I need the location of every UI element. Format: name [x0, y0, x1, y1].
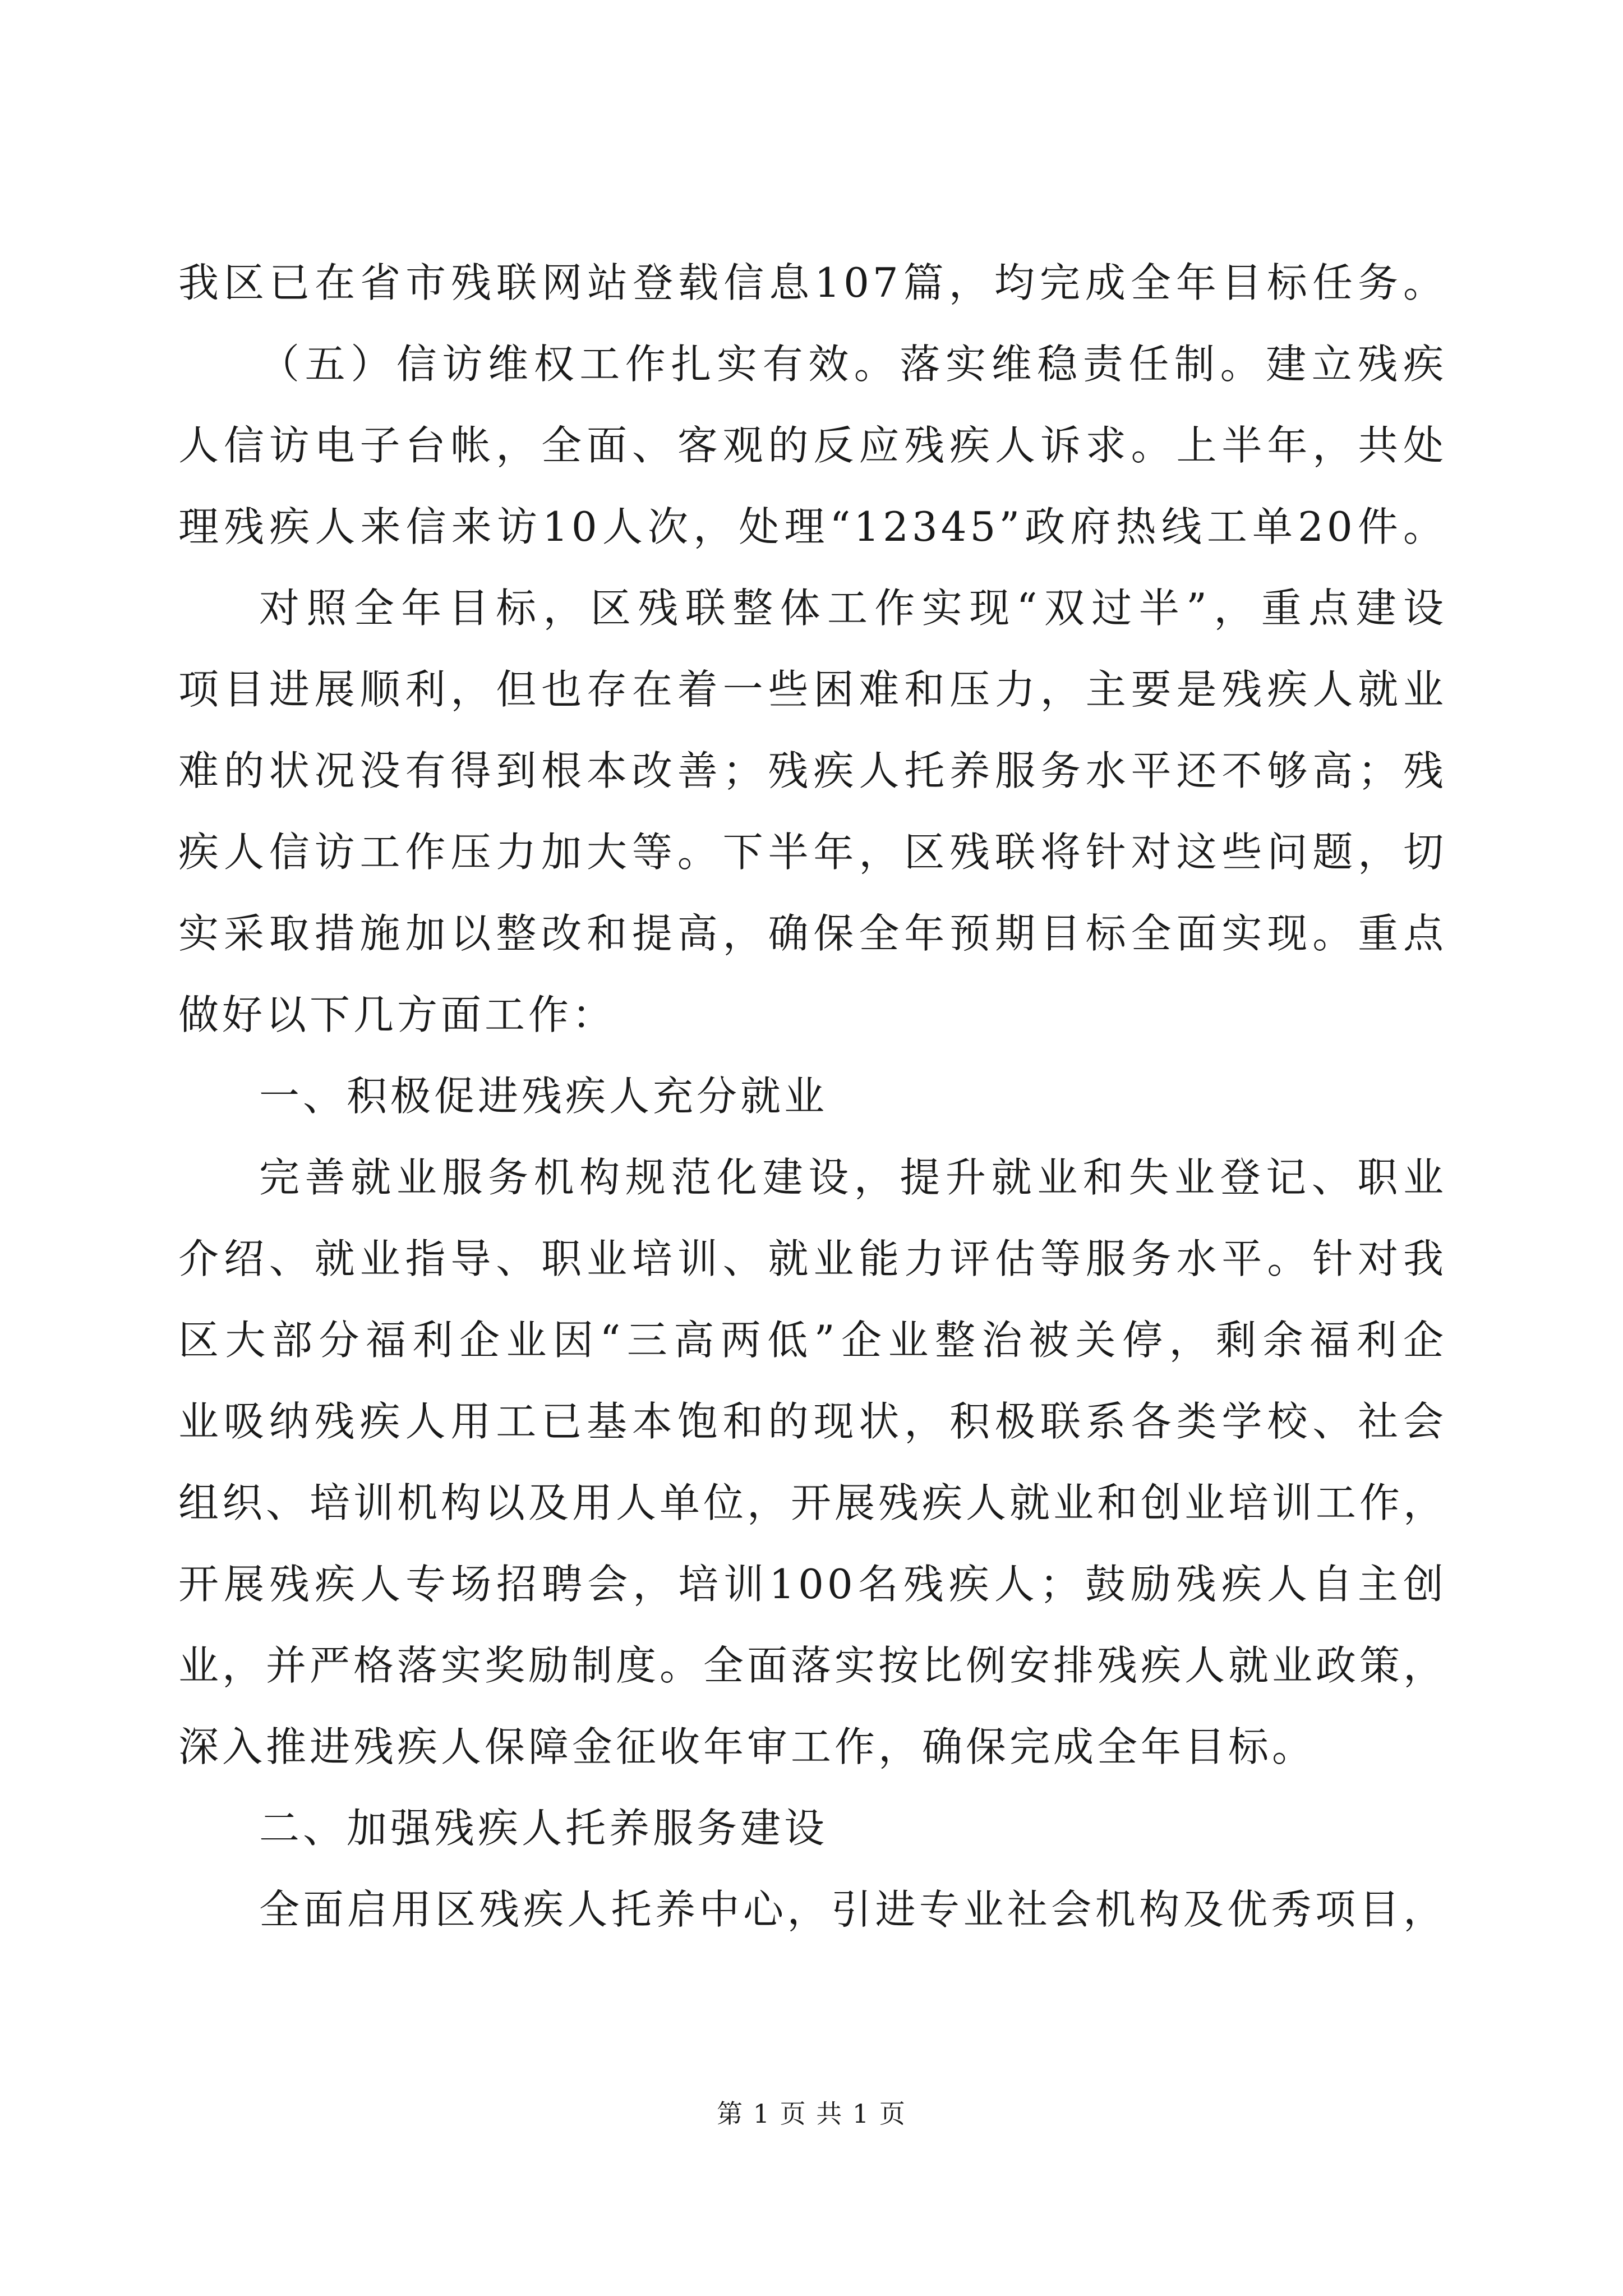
- text-line: 我区已在省市残联网站登载信息107篇，均完成全年目标任务。: [178, 259, 1447, 306]
- text-line: 业吸纳残疾人用工已基本饱和的现状，积极联系各类学校、社会: [178, 1398, 1447, 1445]
- text-line: 深入推进残疾人保障金征收年审工作，确保完成全年目标。: [178, 1723, 1316, 1770]
- text-line: 业，并严格落实奖励制度。全面落实按比例安排残疾人就业政策，: [178, 1642, 1447, 1689]
- text-line: 人信访电子台帐，全面、客观的反应残疾人诉求。上半年，共处: [178, 422, 1447, 469]
- text-line: （五）信访维权工作扎实有效。落实维稳责任制。建立残疾: [259, 341, 1447, 388]
- text-line: 实采取措施加以整改和提高，确保全年预期目标全面实现。重点: [178, 910, 1447, 957]
- text-line: 全面启用区残疾人托养中心，引进专业社会机构及优秀项目，: [259, 1886, 1447, 1933]
- text-line: 开展残疾人专场招聘会，培训100名残疾人；鼓励残疾人自主创: [178, 1561, 1447, 1608]
- text-line: 介绍、就业指导、职业培训、就业能力评估等服务水平。针对我: [178, 1235, 1447, 1282]
- text-line: 一、积极促进残疾人充分就业: [259, 1073, 828, 1120]
- text-line: 项目进展顺利，但也存在着一些困难和压力，主要是残疾人就业: [178, 666, 1447, 713]
- text-line: 组织、培训机构以及用人单位，开展残疾人就业和创业培训工作，: [178, 1479, 1447, 1526]
- text-line: 完善就业服务机构规范化建设，提升就业和失业登记、职业: [259, 1154, 1447, 1201]
- text-line: 区大部分福利企业因“三高两低”企业整治被关停，剩余福利企: [178, 1317, 1447, 1364]
- document-body: [178, 242, 1447, 1950]
- page-footer: 第 1 页 共 1 页: [717, 2099, 906, 2129]
- text-line: 难的状况没有得到根本改善；残疾人托养服务水平还不够高；残: [178, 747, 1447, 794]
- text-line: 二、加强残疾人托养服务建设: [259, 1805, 828, 1852]
- text-line: 做好以下几方面工作：: [178, 991, 616, 1038]
- text-line: 疾人信访工作压力加大等。下半年，区残联将针对这些问题，切: [178, 829, 1447, 876]
- text-line: 理残疾人来信来访10人次，处理“12345”政府热线工单20件。: [178, 503, 1447, 550]
- text-line: 对照全年目标，区残联整体工作实现“双过半”，重点建设: [259, 585, 1447, 632]
